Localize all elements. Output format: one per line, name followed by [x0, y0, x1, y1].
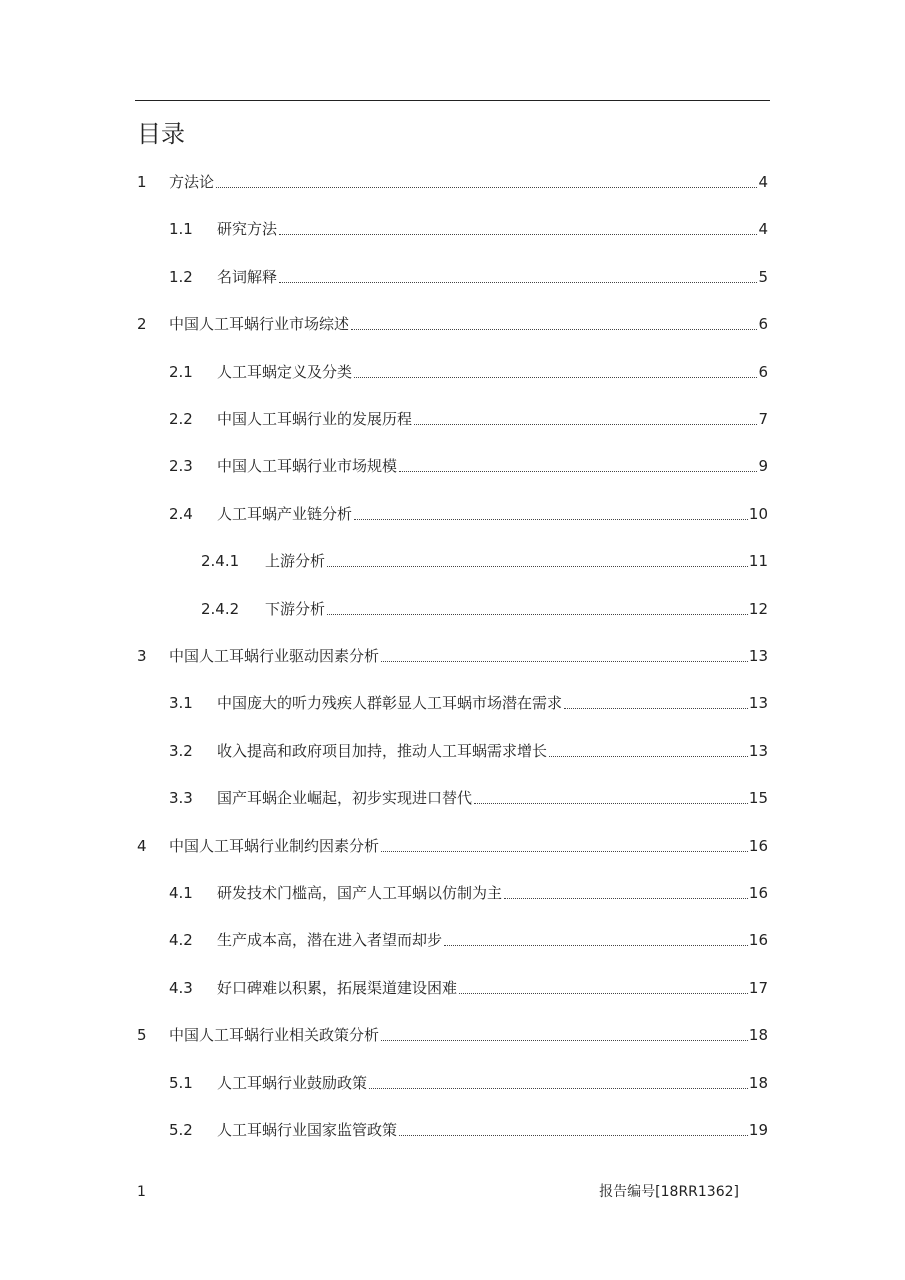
- toc-entry-title: 中国人工耳蜗行业的发展历程: [217, 410, 413, 428]
- toc-entry-number: 2: [137, 315, 147, 333]
- toc-entry[interactable]: [137, 835, 768, 857]
- toc-entry-number: 2.4.1: [201, 552, 240, 570]
- toc-dot-leader: [549, 756, 748, 757]
- toc-entry-page: 16: [748, 884, 768, 902]
- toc-entry-page: 16: [748, 931, 768, 949]
- toc-entry[interactable]: [169, 455, 768, 477]
- toc-entry[interactable]: [137, 313, 768, 335]
- toc-entry[interactable]: [169, 929, 768, 951]
- toc-entry-page: 15: [748, 789, 768, 807]
- toc-entry-number: 3.1: [169, 694, 193, 712]
- toc-entry-page: 18: [748, 1074, 768, 1092]
- toc-entry-page: 16: [748, 837, 768, 855]
- toc-entry-number: 4.1: [169, 884, 193, 902]
- toc-entry-page: 13: [748, 742, 768, 760]
- toc-dot-leader: [504, 898, 748, 899]
- toc-entry-number: 2.1: [169, 363, 193, 381]
- toc-entry-number: 2.3: [169, 457, 193, 475]
- toc-entry-title: 中国人工耳蜗行业市场规模: [217, 457, 398, 475]
- toc-dot-leader: [381, 1040, 748, 1041]
- toc-entry[interactable]: [137, 171, 768, 193]
- toc-entry-title: 下游分析: [265, 600, 326, 618]
- toc-entry-number: 5.1: [169, 1074, 193, 1092]
- toc-dot-leader: [354, 377, 757, 378]
- toc-entry-title: 中国人工耳蜗行业制约因素分析: [169, 837, 380, 855]
- toc-entry-title: 上游分析: [265, 552, 326, 570]
- toc-entry[interactable]: [169, 882, 768, 904]
- footer-page-number: 1: [137, 1184, 146, 1200]
- toc-dot-leader: [381, 851, 748, 852]
- toc-entry-title: 研究方法: [217, 220, 278, 238]
- toc-entry[interactable]: [137, 1024, 768, 1046]
- toc-dot-leader: [399, 471, 757, 472]
- toc-entry-title: 人工耳蜗行业国家监管政策: [217, 1121, 398, 1139]
- toc-entry[interactable]: [169, 787, 768, 809]
- header-rule: [135, 100, 770, 101]
- toc-entry-number: 2.4: [169, 505, 193, 523]
- toc-dot-leader: [564, 708, 748, 709]
- toc-entry-number: 3.3: [169, 789, 193, 807]
- toc-entry-number: 4: [137, 837, 147, 855]
- toc-entry-page: 19: [748, 1121, 768, 1139]
- toc-entry-number: 4.3: [169, 979, 193, 997]
- toc-entry-title: 生产成本高，潜在进入者望而却步: [217, 931, 443, 949]
- toc-title: 目录: [137, 120, 185, 148]
- toc-dot-leader: [369, 1088, 748, 1089]
- toc-entry-number: 1.2: [169, 268, 193, 286]
- toc-dot-leader: [459, 993, 748, 994]
- toc-entry[interactable]: [169, 266, 768, 288]
- toc-entry[interactable]: [169, 1072, 768, 1094]
- toc-dot-leader: [279, 282, 757, 283]
- toc-entry-page: 10: [748, 505, 768, 523]
- toc-entry-title: 中国人工耳蜗行业驱动因素分析: [169, 647, 380, 665]
- toc-entry-page: 18: [748, 1026, 768, 1044]
- toc-entry-page: 6: [758, 363, 768, 381]
- toc-dot-leader: [474, 803, 748, 804]
- toc-entry-title: 人工耳蜗定义及分类: [217, 363, 353, 381]
- toc-entry[interactable]: [169, 692, 768, 714]
- toc-entry-page: 5: [758, 268, 768, 286]
- toc-entry-page: 17: [748, 979, 768, 997]
- toc-dot-leader: [327, 614, 748, 615]
- toc-entry[interactable]: [201, 550, 768, 572]
- toc-entry-page: 12: [748, 600, 768, 618]
- toc-entry-page: 11: [748, 552, 768, 570]
- toc-entry-number: 1.1: [169, 220, 193, 238]
- toc-entry-page: 4: [758, 173, 768, 191]
- toc-entry-number: 4.2: [169, 931, 193, 949]
- toc-entry-page: 13: [748, 647, 768, 665]
- toc-dot-leader: [279, 234, 757, 235]
- toc-dot-leader: [444, 945, 748, 946]
- toc-dot-leader: [351, 329, 757, 330]
- toc-entry[interactable]: [169, 503, 768, 525]
- toc-entry-page: 9: [758, 457, 768, 475]
- toc-entry-title: 人工耳蜗产业链分析: [217, 505, 353, 523]
- toc-entry-number: 1: [137, 173, 147, 191]
- toc-dot-leader: [216, 187, 757, 188]
- toc-entry[interactable]: [169, 740, 768, 762]
- toc-entry-title: 名词解释: [217, 268, 278, 286]
- toc-entry-page: 7: [758, 410, 768, 428]
- toc-entry-number: 5: [137, 1026, 147, 1044]
- toc-entry-title: 中国人工耳蜗行业市场综述: [169, 315, 350, 333]
- toc-entry-title: 中国庞大的听力残疾人群彰显人工耳蜗市场潜在需求: [217, 694, 563, 712]
- toc-dot-leader: [399, 1135, 748, 1136]
- toc-entry-page: 13: [748, 694, 768, 712]
- toc-entry-number: 3: [137, 647, 147, 665]
- toc-entry-page: 6: [758, 315, 768, 333]
- toc-entry-page: 4: [758, 220, 768, 238]
- toc-entry-title: 好口碑难以积累，拓展渠道建设困难: [217, 979, 458, 997]
- toc-entry-title: 收入提高和政府项目加持，推动人工耳蜗需求增长: [217, 742, 548, 760]
- toc-entry[interactable]: [169, 408, 768, 430]
- toc-entry-title: 人工耳蜗行业鼓励政策: [217, 1074, 368, 1092]
- toc-dot-leader: [327, 566, 748, 567]
- toc-entry[interactable]: [169, 218, 768, 240]
- toc-entry[interactable]: [169, 977, 768, 999]
- toc-entry-title: 中国人工耳蜗行业相关政策分析: [169, 1026, 380, 1044]
- toc-dot-leader: [381, 661, 748, 662]
- toc-entry-title: 国产耳蜗企业崛起，初步实现进口替代: [217, 789, 473, 807]
- toc-entry-title: 研发技术门槛高，国产人工耳蜗以仿制为主: [217, 884, 503, 902]
- toc-entry-number: 2.2: [169, 410, 193, 428]
- toc-entry[interactable]: [169, 361, 768, 383]
- toc-entry[interactable]: [169, 1119, 768, 1141]
- footer-report-id: 报告编号[18RR1362]: [599, 1184, 739, 1200]
- toc-entry-number: 3.2: [169, 742, 193, 760]
- toc-dot-leader: [414, 424, 757, 425]
- toc-entry-title: 方法论: [169, 173, 215, 191]
- toc-dot-leader: [354, 519, 748, 520]
- toc-entry-number: 5.2: [169, 1121, 193, 1139]
- toc-entry[interactable]: [137, 645, 768, 667]
- toc-entry-number: 2.4.2: [201, 600, 240, 618]
- toc-entry[interactable]: [201, 598, 768, 620]
